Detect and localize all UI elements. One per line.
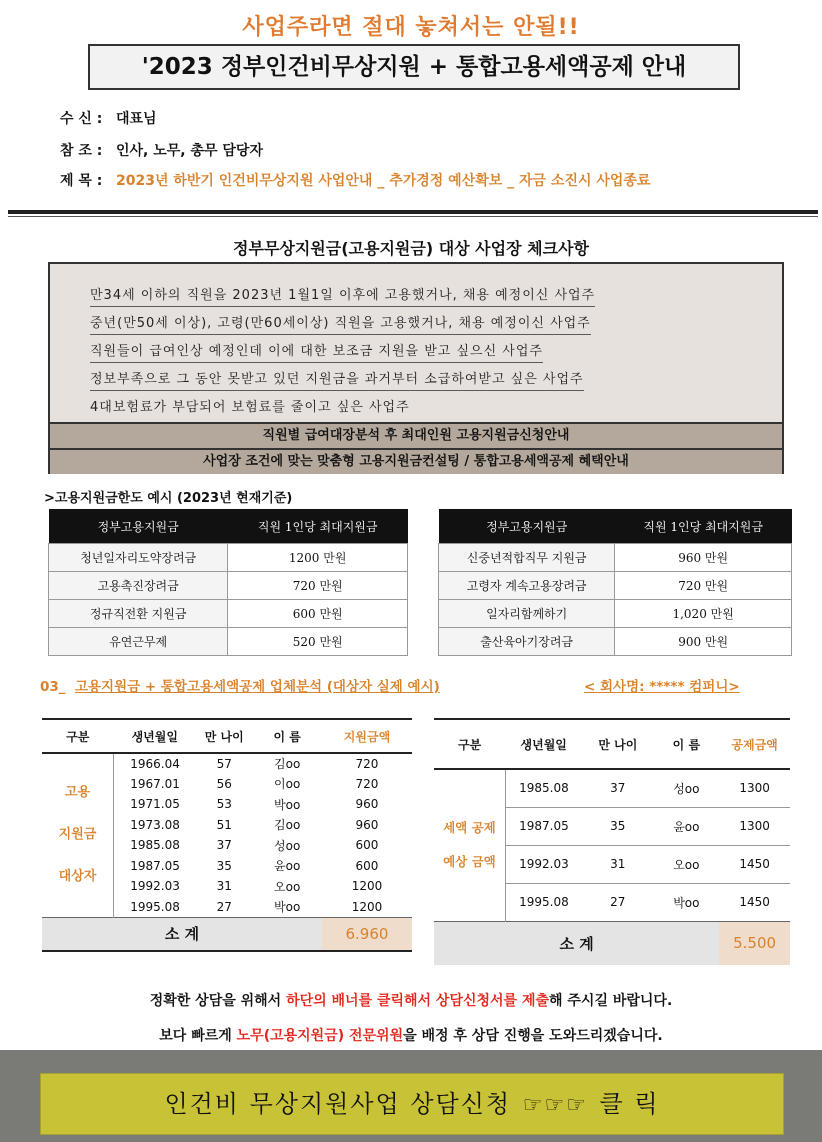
limits-caption: >고용지원금한도 예시 (2023년 현재기준) <box>44 491 293 506</box>
limits-program: 고령자 계속고용장려금 <box>439 572 615 600</box>
checklist-item: 중년(만50세 이상), 고령(만60세이상) 직원을 고용했거나, 채용 예정이신 사업주 <box>90 312 591 335</box>
banner-click-label: 클 릭 <box>599 1090 660 1118</box>
subtotal-label: 소 계 <box>164 925 200 944</box>
person-name: 이oo <box>274 777 301 792</box>
limits-amount-unit: 만원 <box>704 579 729 593</box>
birth-date: 1966.04 <box>130 756 180 771</box>
table-row <box>434 769 790 807</box>
age: 53 <box>216 797 232 812</box>
limits-amount-unit: 만원 <box>710 607 734 621</box>
birth-date: 1995.08 <box>130 899 180 914</box>
amount: 720 <box>355 756 379 771</box>
company-name: < 회사명: ***** 컴퍼니> <box>584 679 740 695</box>
limits-header-max: 직원 1인당 최대지원금 <box>228 509 408 544</box>
col-header-amount: 지원금액 <box>322 719 412 753</box>
memo-subject <box>60 170 650 190</box>
group-label <box>434 769 505 921</box>
checklist-band-consulting: 사업장 조건에 맞는 맞춤형 고용지원금컨설팅 / 통합고용세액공제 혜택안내 <box>50 448 782 474</box>
amount: 600 <box>355 858 379 873</box>
amount: 1450 <box>739 895 770 909</box>
subtotal-label: 소 계 <box>559 934 594 953</box>
col-header: 이 름 <box>252 719 322 753</box>
amount: 720 <box>355 776 379 791</box>
amount: 1300 <box>719 769 790 807</box>
subtotal-value: 5.500 <box>719 921 790 965</box>
divider-thin <box>8 216 818 217</box>
birth-date: 1987.05 <box>505 807 582 845</box>
limits-amount-unit: 만원 <box>704 635 729 649</box>
checklist-item: 직원들이 급여인상 예정인데 이에 대한 보조금 지원을 받고 싶으신 사업주 <box>90 340 543 363</box>
birth-date: 1985.08 <box>130 838 180 853</box>
limits-header-program: 정부고용지원금 <box>439 509 615 544</box>
analysis-section-text: 고용지원금 + 통합고용세액공제 업체분석 (대상자 실제 예시) <box>74 679 440 695</box>
col-header: 구분 <box>42 719 113 753</box>
limits-program: 청년일자리도약장려금 <box>49 544 228 572</box>
notice-text: 해 주시길 바랍니다. <box>549 993 673 1009</box>
analysis-table-right <box>434 718 790 965</box>
person-name: 성oo <box>274 838 301 853</box>
limits-amount <box>228 628 408 656</box>
person-name: 윤oo <box>274 859 301 874</box>
person-name: 윤oo <box>654 807 720 845</box>
limits-program: 고용촉진장려금 <box>49 572 228 600</box>
limits-amount-unit: 만원 <box>704 551 729 565</box>
checklist-item: 만34세 이하의 직원을 2023년 1월1일 이후에 고용했거나, 채용 예정이신 사업주 <box>90 284 595 307</box>
notice-line-1 <box>0 990 822 1010</box>
table-row <box>439 628 792 656</box>
col-header: 만 나이 <box>582 719 653 769</box>
birth-date: 1985.08 <box>505 769 582 807</box>
analysis-section-title <box>40 675 440 695</box>
person-name: 오oo <box>274 879 301 894</box>
limits-table-left <box>48 509 408 656</box>
limits-program: 유연근무제 <box>49 628 228 656</box>
subtotal-value: 6.960 <box>322 917 412 951</box>
limits-amount-unit: 만원 <box>323 551 347 565</box>
tagline: 사업주라면 절대 놓쳐서는 안될!! <box>242 15 580 40</box>
age: 37 <box>582 769 653 807</box>
checklist-item: 정보부족으로 그 동안 못받고 있던 지원금을 과거부터 소급하여받고 싶은 사업주 <box>90 368 584 391</box>
limits-amount <box>228 572 408 600</box>
group-label-line: 고용 <box>64 785 91 801</box>
person-name: 김oo <box>274 818 301 833</box>
banner-label: 인건비 무상지원사업 상담신청 <box>164 1090 512 1118</box>
memo-cc-value: 인사, 노무, 총무 담당자 <box>116 143 263 159</box>
analysis-table-left <box>42 718 412 952</box>
memo-to-value: 대표님 <box>116 111 157 127</box>
age: 27 <box>216 899 232 914</box>
age: 37 <box>216 838 232 853</box>
limits-program: 정규직전환 지원금 <box>49 600 228 628</box>
age: 27 <box>610 895 626 909</box>
table-row <box>439 572 792 600</box>
limits-amount-value: 1,020 <box>672 607 707 621</box>
analysis-section-prefix: 03_ <box>40 679 66 695</box>
amount: 1450 <box>719 845 790 883</box>
limits-amount-value: 900 <box>678 635 702 649</box>
col-header: 구분 <box>434 719 505 769</box>
limits-header-program: 정부고용지원금 <box>49 509 228 544</box>
col-header-amount: 공제금액 <box>719 719 790 769</box>
col-header: 생년월일 <box>113 719 196 753</box>
person-name: 김oo <box>274 757 301 772</box>
age: 35 <box>216 858 232 873</box>
subtotal-row <box>434 921 790 965</box>
page-title: '2023 정부인건비무상지원 + 통합고용세액공제 안내 <box>88 44 740 90</box>
table-row <box>49 572 408 600</box>
limits-amount-value: 720 <box>292 579 316 593</box>
notice-line-2 <box>0 1025 822 1045</box>
group-label-line: 세액 공제 <box>443 820 496 836</box>
notice-highlight: 하단의 배너를 클릭해서 상담신청서를 제출 <box>286 993 549 1009</box>
birth-date: 1973.08 <box>130 817 180 832</box>
checklist-box <box>48 262 784 474</box>
limits-amount <box>615 600 792 628</box>
table-row <box>439 600 792 628</box>
memo-to-label: 수 신 : <box>60 111 103 127</box>
limits-amount-value: 600 <box>292 607 316 621</box>
group-label-line: 대상자 <box>58 869 97 885</box>
limits-amount <box>615 628 792 656</box>
limits-amount-value: 960 <box>678 551 702 565</box>
limits-program: 신중년적합직무 지원금 <box>439 544 615 572</box>
limits-amount-value: 720 <box>678 579 702 593</box>
birth-date: 1987.05 <box>130 858 180 873</box>
checklist-title: 정부무상지원금(고용지원금) 대상 사업장 체크사항 <box>233 239 589 258</box>
amount: 1300 <box>719 807 790 845</box>
person-name: 박oo <box>274 900 301 914</box>
checklist-item: 4대보험료가 부담되어 보험료를 줄이고 싶은 사업주 <box>90 400 410 415</box>
person-name: 오oo <box>654 845 720 883</box>
person-name: 박oo <box>274 797 301 812</box>
memo-cc-label: 참 조 : <box>60 143 103 159</box>
memo-subject-value: 2023년 하반기 인건비무상지원 사업안내 _ 추가경정 예산확보 _ 자금 소진시 사업종료 <box>116 173 651 189</box>
age: 56 <box>216 776 232 791</box>
person-name: 박oo <box>673 895 700 910</box>
amount: 1200 <box>351 879 383 894</box>
col-header: 만 나이 <box>196 719 252 753</box>
limits-program: 출산육아기장려금 <box>439 628 615 656</box>
limits-amount-unit: 만원 <box>319 607 343 621</box>
col-header: 생년월일 <box>505 719 582 769</box>
pointing-hand-icon: ☞☞☞ <box>522 1093 588 1118</box>
limits-amount-unit: 만원 <box>319 579 343 593</box>
subtotal-row <box>42 917 412 951</box>
limits-amount-value: 1200 <box>288 551 320 565</box>
table-row <box>49 544 408 572</box>
birth-date: 1995.08 <box>519 895 569 909</box>
group-label <box>42 753 113 917</box>
amount: 960 <box>355 817 379 832</box>
age: 31 <box>216 879 232 894</box>
notice-text: 정확한 상담을 위해서 <box>149 993 287 1009</box>
limits-amount <box>615 572 792 600</box>
limits-table-right <box>438 509 792 656</box>
table-row <box>49 600 408 628</box>
amount: 960 <box>355 797 379 812</box>
limits-header-max: 직원 1인당 최대지원금 <box>615 509 792 544</box>
memo-cc <box>60 140 263 160</box>
table-row <box>49 628 408 656</box>
age: 35 <box>582 807 653 845</box>
checklist-band-analysis: 직원별 급여대장분석 후 최대인원 고용지원금신청안내 <box>50 422 782 448</box>
table-row <box>439 544 792 572</box>
group-label-line: 예상 금액 <box>443 854 496 870</box>
group-label-line: 지원금 <box>58 827 97 843</box>
limits-amount-unit: 만원 <box>319 635 343 649</box>
amount: 600 <box>355 838 379 853</box>
limits-amount <box>228 544 408 572</box>
birth-date: 1992.03 <box>130 879 180 894</box>
notice-text: 을 배정 후 상담 진행을 도와드리겠습니다. <box>403 1028 663 1044</box>
notice-highlight: 노무(고용지원금) 전문위원 <box>236 1028 404 1044</box>
limits-amount <box>228 600 408 628</box>
memo-to <box>60 108 157 128</box>
birth-date: 1992.03 <box>505 845 582 883</box>
amount: 1200 <box>351 899 383 914</box>
limits-program: 일자리함께하기 <box>439 600 615 628</box>
divider <box>8 210 818 214</box>
birth-date: 1967.01 <box>130 776 180 791</box>
birth-date: 1971.05 <box>130 797 180 812</box>
age: 51 <box>216 817 232 832</box>
age: 57 <box>216 756 232 771</box>
limits-amount-value: 520 <box>292 635 316 649</box>
table-row <box>42 753 412 774</box>
person-name: 성oo <box>654 769 720 807</box>
age: 31 <box>582 845 653 883</box>
memo-subject-label: 제 목 : <box>60 173 103 189</box>
consultation-request-banner[interactable] <box>40 1073 784 1135</box>
limits-amount <box>615 544 792 572</box>
col-header: 이 름 <box>654 719 720 769</box>
notice-text: 보다 빠르게 <box>159 1028 237 1044</box>
